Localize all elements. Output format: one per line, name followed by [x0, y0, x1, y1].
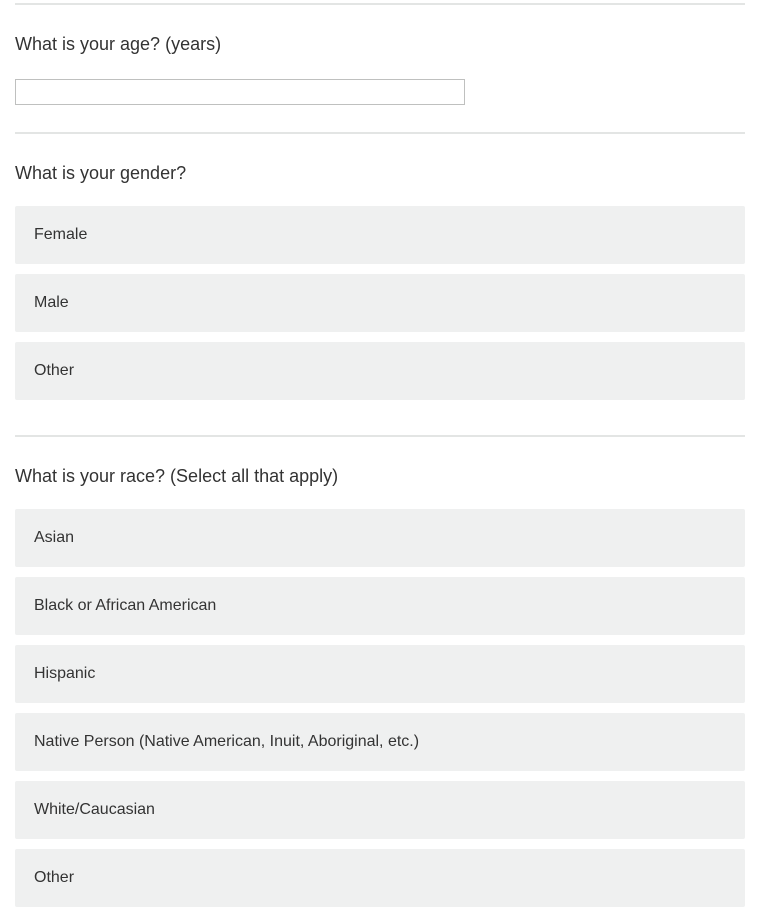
choice-label: White/Caucasian	[34, 801, 155, 818]
race-option-black-or-african-american[interactable]	[15, 577, 745, 635]
age-input[interactable]	[15, 79, 465, 105]
race-question-label: What is your race? (Select all that apply)	[15, 466, 339, 486]
section-divider	[15, 435, 745, 437]
race-option-hispanic[interactable]	[15, 645, 745, 703]
choice-label: Black or African American	[34, 597, 217, 614]
race-option-native-person[interactable]	[15, 713, 745, 771]
age-question-label: What is your age? (years)	[15, 34, 222, 54]
choice-label: Native Person (Native American, Inuit, Aboriginal, etc.)	[34, 733, 420, 750]
choice-label: Male	[34, 294, 69, 311]
gender-option-other[interactable]	[15, 342, 745, 400]
race-option-white-caucasian[interactable]	[15, 781, 745, 839]
section-divider	[15, 3, 745, 5]
gender-option-male[interactable]	[15, 274, 745, 332]
race-option-other[interactable]	[15, 849, 745, 907]
race-option-asian[interactable]	[15, 509, 745, 567]
choice-label: Female	[34, 226, 88, 243]
gender-question-label: What is your gender?	[15, 163, 187, 183]
choice-label: Other	[34, 869, 75, 886]
section-divider	[15, 132, 745, 134]
choice-label: Other	[34, 362, 75, 379]
choice-label: Asian	[34, 529, 75, 546]
gender-option-female[interactable]	[15, 206, 745, 264]
choice-label: Hispanic	[34, 665, 96, 682]
